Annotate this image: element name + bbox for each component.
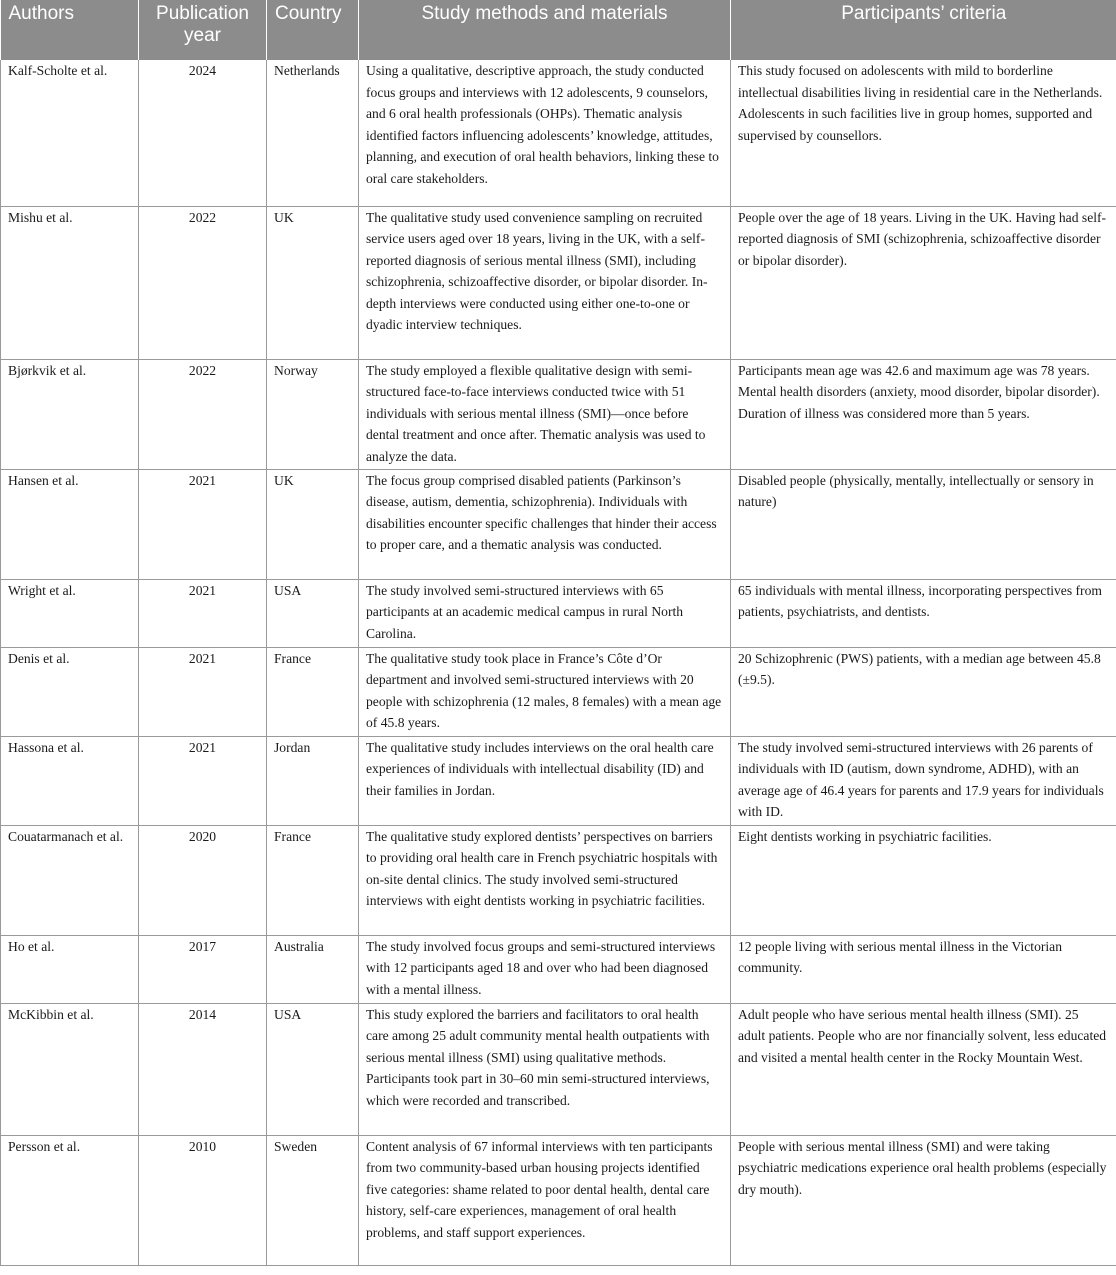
- cell-country: Jordan: [267, 736, 359, 825]
- table-row: [1, 736, 1116, 825]
- cell-year: 2021: [139, 469, 267, 579]
- cell-criteria: Adult people who have serious mental health illness (SMI). 25 adult patients. People who are nor financially solvent, less educated and visited a mental health center in the Rocky Mountain West.: [731, 1003, 1116, 1135]
- cell-authors: Mishu et al.: [1, 206, 139, 359]
- cell-methods: The qualitative study explored dentists’ perspectives on barriers to providing oral health care in French psychiatric hospitals with on-site dental clinics. The study involved semi-structured interviews with eight dentists working in psychiatric facilities.: [359, 825, 731, 935]
- cell-year: 2022: [139, 206, 267, 359]
- cell-criteria: The study involved semi-structured interviews with 26 parents of individuals with ID (autism, down syndrome, ADHD), with an average age of 46.4 years for parents and 17.9 years for individuals with ID.: [731, 736, 1116, 825]
- cell-year: 2010: [139, 1135, 267, 1265]
- column-header-study-methods: Study methods and materials: [359, 0, 731, 60]
- cell-methods: The qualitative study used convenience sampling on recruited service users aged over 18 years, living in the UK, with a self-reported diagnosis of serious mental illness (SMI), including schizophrenia, schizoaffective disorder, or bipolar disorder. In-depth interviews were conducted using either one-to-one or dyadic interview techniques.: [359, 206, 731, 359]
- cell-criteria: 12 people living with serious mental illness in the Victorian community.: [731, 935, 1116, 1003]
- table-row: [1, 1003, 1116, 1135]
- cell-country: Australia: [267, 935, 359, 1003]
- cell-country: France: [267, 825, 359, 935]
- cell-methods: Content analysis of 67 informal interviews with ten participants from two community-based urban housing projects identified five categories: shame related to poor dental health, dental care history, self-care experiences, management of oral health problems, and staff support experiences.: [359, 1135, 731, 1265]
- cell-criteria: This study focused on adolescents with mild to borderline intellectual disabilities living in residential care in the Netherlands. Adolescents in such facilities live in group homes, supported and supervised by counsellors.: [731, 60, 1116, 206]
- cell-criteria: 20 Schizophrenic (PWS) patients, with a median age between 45.8 (±9.5).: [731, 647, 1116, 736]
- cell-authors: McKibbin et al.: [1, 1003, 139, 1135]
- cell-year: 2014: [139, 1003, 267, 1135]
- cell-authors: Wright et al.: [1, 579, 139, 647]
- table-row: [1, 825, 1116, 935]
- cell-authors: Hassona et al.: [1, 736, 139, 825]
- cell-methods: The study involved focus groups and semi-structured interviews with 12 participants aged 18 and over who had been diagnosed with a mental illness.: [359, 935, 731, 1003]
- cell-year: 2022: [139, 359, 267, 469]
- cell-authors: Couatarmanach et al.: [1, 825, 139, 935]
- table-body: [1, 60, 1116, 1265]
- cell-country: USA: [267, 1003, 359, 1135]
- cell-methods: This study explored the barriers and facilitators to oral health care among 25 adult community mental health outpatients with serious mental illness (SMI) using qualitative methods. Participants took part in 30–60 min semi-structured interviews, which were recorded and transcribed.: [359, 1003, 731, 1135]
- cell-year: 2021: [139, 647, 267, 736]
- cell-criteria: People with serious mental illness (SMI) and were taking psychiatric medications experience oral health problems (especially dry mouth).: [731, 1135, 1116, 1265]
- cell-authors: Denis et al.: [1, 647, 139, 736]
- cell-country: Sweden: [267, 1135, 359, 1265]
- column-header-authors: Authors: [1, 0, 139, 60]
- table-row: [1, 60, 1116, 206]
- cell-authors: Hansen et al.: [1, 469, 139, 579]
- table-row: [1, 647, 1116, 736]
- cell-criteria: Participants mean age was 42.6 and maximum age was 78 years. Mental health disorders (anxiety, mood disorder, bipolar disorder). Duration of illness was considered more than 5 years.: [731, 359, 1116, 469]
- cell-year: 2017: [139, 935, 267, 1003]
- table-row: [1, 579, 1116, 647]
- cell-criteria: Eight dentists working in psychiatric facilities.: [731, 825, 1116, 935]
- cell-authors: Persson et al.: [1, 1135, 139, 1265]
- table-header: [1, 0, 1116, 60]
- cell-year: 2021: [139, 736, 267, 825]
- cell-criteria: People over the age of 18 years. Living in the UK. Having had self-reported diagnosis of SMI (schizophrenia, schizoaffective disorder or bipolar disorder).: [731, 206, 1116, 359]
- cell-methods: The qualitative study took place in France’s Côte d’Or department and involved semi-structured interviews with 20 people with schizophrenia (12 males, 8 females) with a mean age of 45.8 years.: [359, 647, 731, 736]
- cell-country: UK: [267, 206, 359, 359]
- table-row: [1, 469, 1116, 579]
- cell-criteria: 65 individuals with mental illness, incorporating perspectives from patients, psychiatrists, and dentists.: [731, 579, 1116, 647]
- cell-year: 2024: [139, 60, 267, 206]
- cell-methods: Using a qualitative, descriptive approach, the study conducted focus groups and interviews with 12 adolescents, 9 counselors, and 6 oral health professionals (OHPs). Thematic analysis identified factors influencing adolescents’ knowledge, attitudes, planning, and execution of oral health behaviors, linking these to oral care stakeholders.: [359, 60, 731, 206]
- cell-methods: The study employed a flexible qualitative design with semi-structured face-to-face interviews conducted twice with 51 individuals with serious mental illness (SMI)—once before dental treatment and once after. Thematic analysis was used to analyze the data.: [359, 359, 731, 469]
- column-header-participants-criteria: Participants’ criteria: [731, 0, 1116, 60]
- column-header-country: Country: [267, 0, 359, 60]
- column-header-publication-year: Publication year: [139, 0, 267, 60]
- header-row: [1, 0, 1116, 60]
- cell-country: UK: [267, 469, 359, 579]
- cell-methods: The focus group comprised disabled patients (Parkinson’s disease, autism, dementia, schizophrenia). Individuals with disabilities encounter specific challenges that hinder their access to proper care, and a thematic analysis was conducted.: [359, 469, 731, 579]
- cell-country: Netherlands: [267, 60, 359, 206]
- table-row: [1, 359, 1116, 469]
- cell-methods: The study involved semi-structured interviews with 65 participants at an academic medical campus in rural North Carolina.: [359, 579, 731, 647]
- cell-country: France: [267, 647, 359, 736]
- cell-year: 2021: [139, 579, 267, 647]
- cell-authors: Bjørkvik et al.: [1, 359, 139, 469]
- table-row: [1, 206, 1116, 359]
- cell-authors: Ho et al.: [1, 935, 139, 1003]
- cell-country: Norway: [267, 359, 359, 469]
- table-row: [1, 935, 1116, 1003]
- table-row: [1, 1135, 1116, 1265]
- cell-authors: Kalf-Scholte et al.: [1, 60, 139, 206]
- cell-criteria: Disabled people (physically, mentally, intellectually or sensory in nature): [731, 469, 1116, 579]
- cell-country: USA: [267, 579, 359, 647]
- cell-year: 2020: [139, 825, 267, 935]
- cell-methods: The qualitative study includes interviews on the oral health care experiences of individuals with intellectual disability (ID) and their families in Jordan.: [359, 736, 731, 825]
